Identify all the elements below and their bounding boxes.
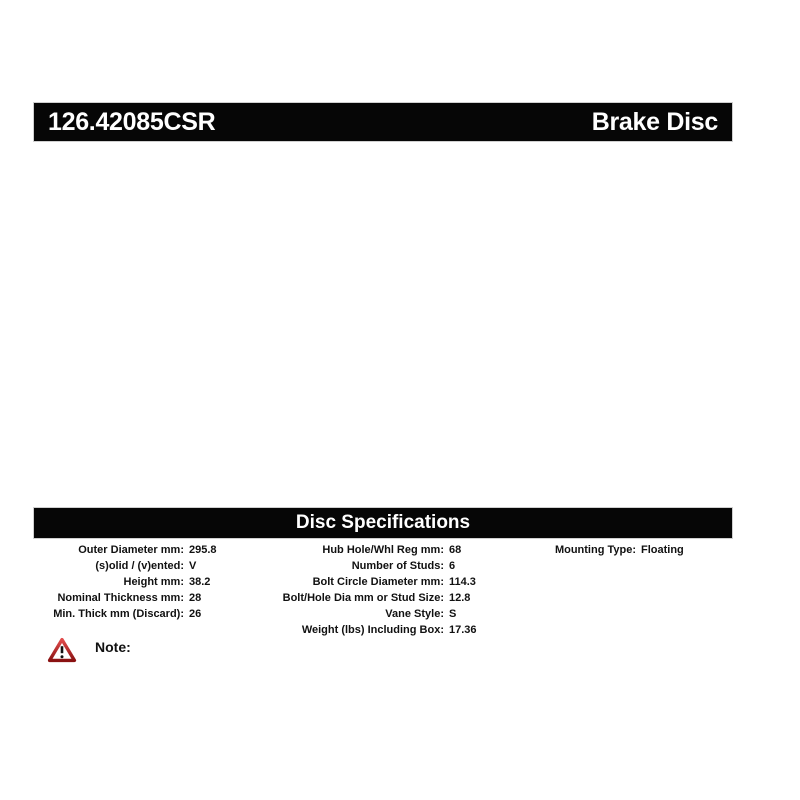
spec-label: Hub Hole/Whl Reg mm:	[322, 544, 444, 556]
spec-value: S	[449, 608, 457, 620]
product-title: Brake Disc	[591, 107, 718, 136]
spec-value: 6	[449, 560, 456, 572]
spec-label: (s)olid / (v)ented:	[95, 560, 184, 572]
spec-label: Weight (lbs) Including Box:	[301, 624, 444, 636]
spec-value: 38.2	[189, 576, 211, 588]
spec-column-mounting	[250, 542, 510, 638]
spec-value: 12.8	[449, 592, 471, 604]
spec-label: Mounting Type:	[554, 544, 636, 556]
spec-value: 17.36	[449, 624, 477, 636]
spec-value: 28	[189, 592, 202, 604]
spec-value: Floating	[641, 544, 684, 556]
spec-label: Number of Studs:	[351, 560, 444, 572]
spec-row-weight	[250, 622, 510, 638]
spec-row-bolt-hole-dia	[250, 590, 510, 606]
spec-label: Vane Style:	[385, 608, 444, 620]
spec-label: Min. Thick mm (Discard):	[53, 608, 184, 620]
spec-label: Height mm:	[123, 576, 184, 588]
note-label: Note:	[95, 639, 131, 655]
spec-row-mounting-type	[520, 542, 740, 558]
spec-value: 68	[449, 544, 462, 556]
spec-row-bolt-circle	[250, 574, 510, 590]
spec-value: 26	[189, 608, 202, 620]
spec-row-height	[34, 574, 244, 590]
spec-row-outer-diameter	[34, 542, 244, 558]
spec-row-min-thick	[34, 606, 244, 622]
spec-section-bar	[34, 508, 732, 538]
header-bar	[34, 103, 732, 141]
spec-label: Outer Diameter mm:	[78, 544, 184, 556]
spec-row-nominal-thickness	[34, 590, 244, 606]
warning-triangle-icon	[47, 637, 77, 663]
spec-row-hub-hole	[250, 542, 510, 558]
spec-row-number-of-studs	[250, 558, 510, 574]
spec-label: Bolt Circle Diameter mm:	[312, 576, 444, 588]
spec-value: 295.8	[189, 544, 217, 556]
spec-value: 114.3	[449, 576, 476, 588]
spec-column-dimensions	[34, 542, 244, 622]
spec-column-type	[520, 542, 740, 558]
spec-label: Bolt/Hole Dia mm or Stud Size:	[282, 592, 444, 604]
spec-value: V	[189, 560, 197, 572]
spec-row-solid-vented	[34, 558, 244, 574]
part-number: 126.42085CSR	[48, 107, 216, 136]
spec-label: Nominal Thickness mm:	[57, 592, 184, 604]
spec-section-title: Disc Specifications	[295, 512, 471, 533]
spec-row-vane-style	[250, 606, 510, 622]
